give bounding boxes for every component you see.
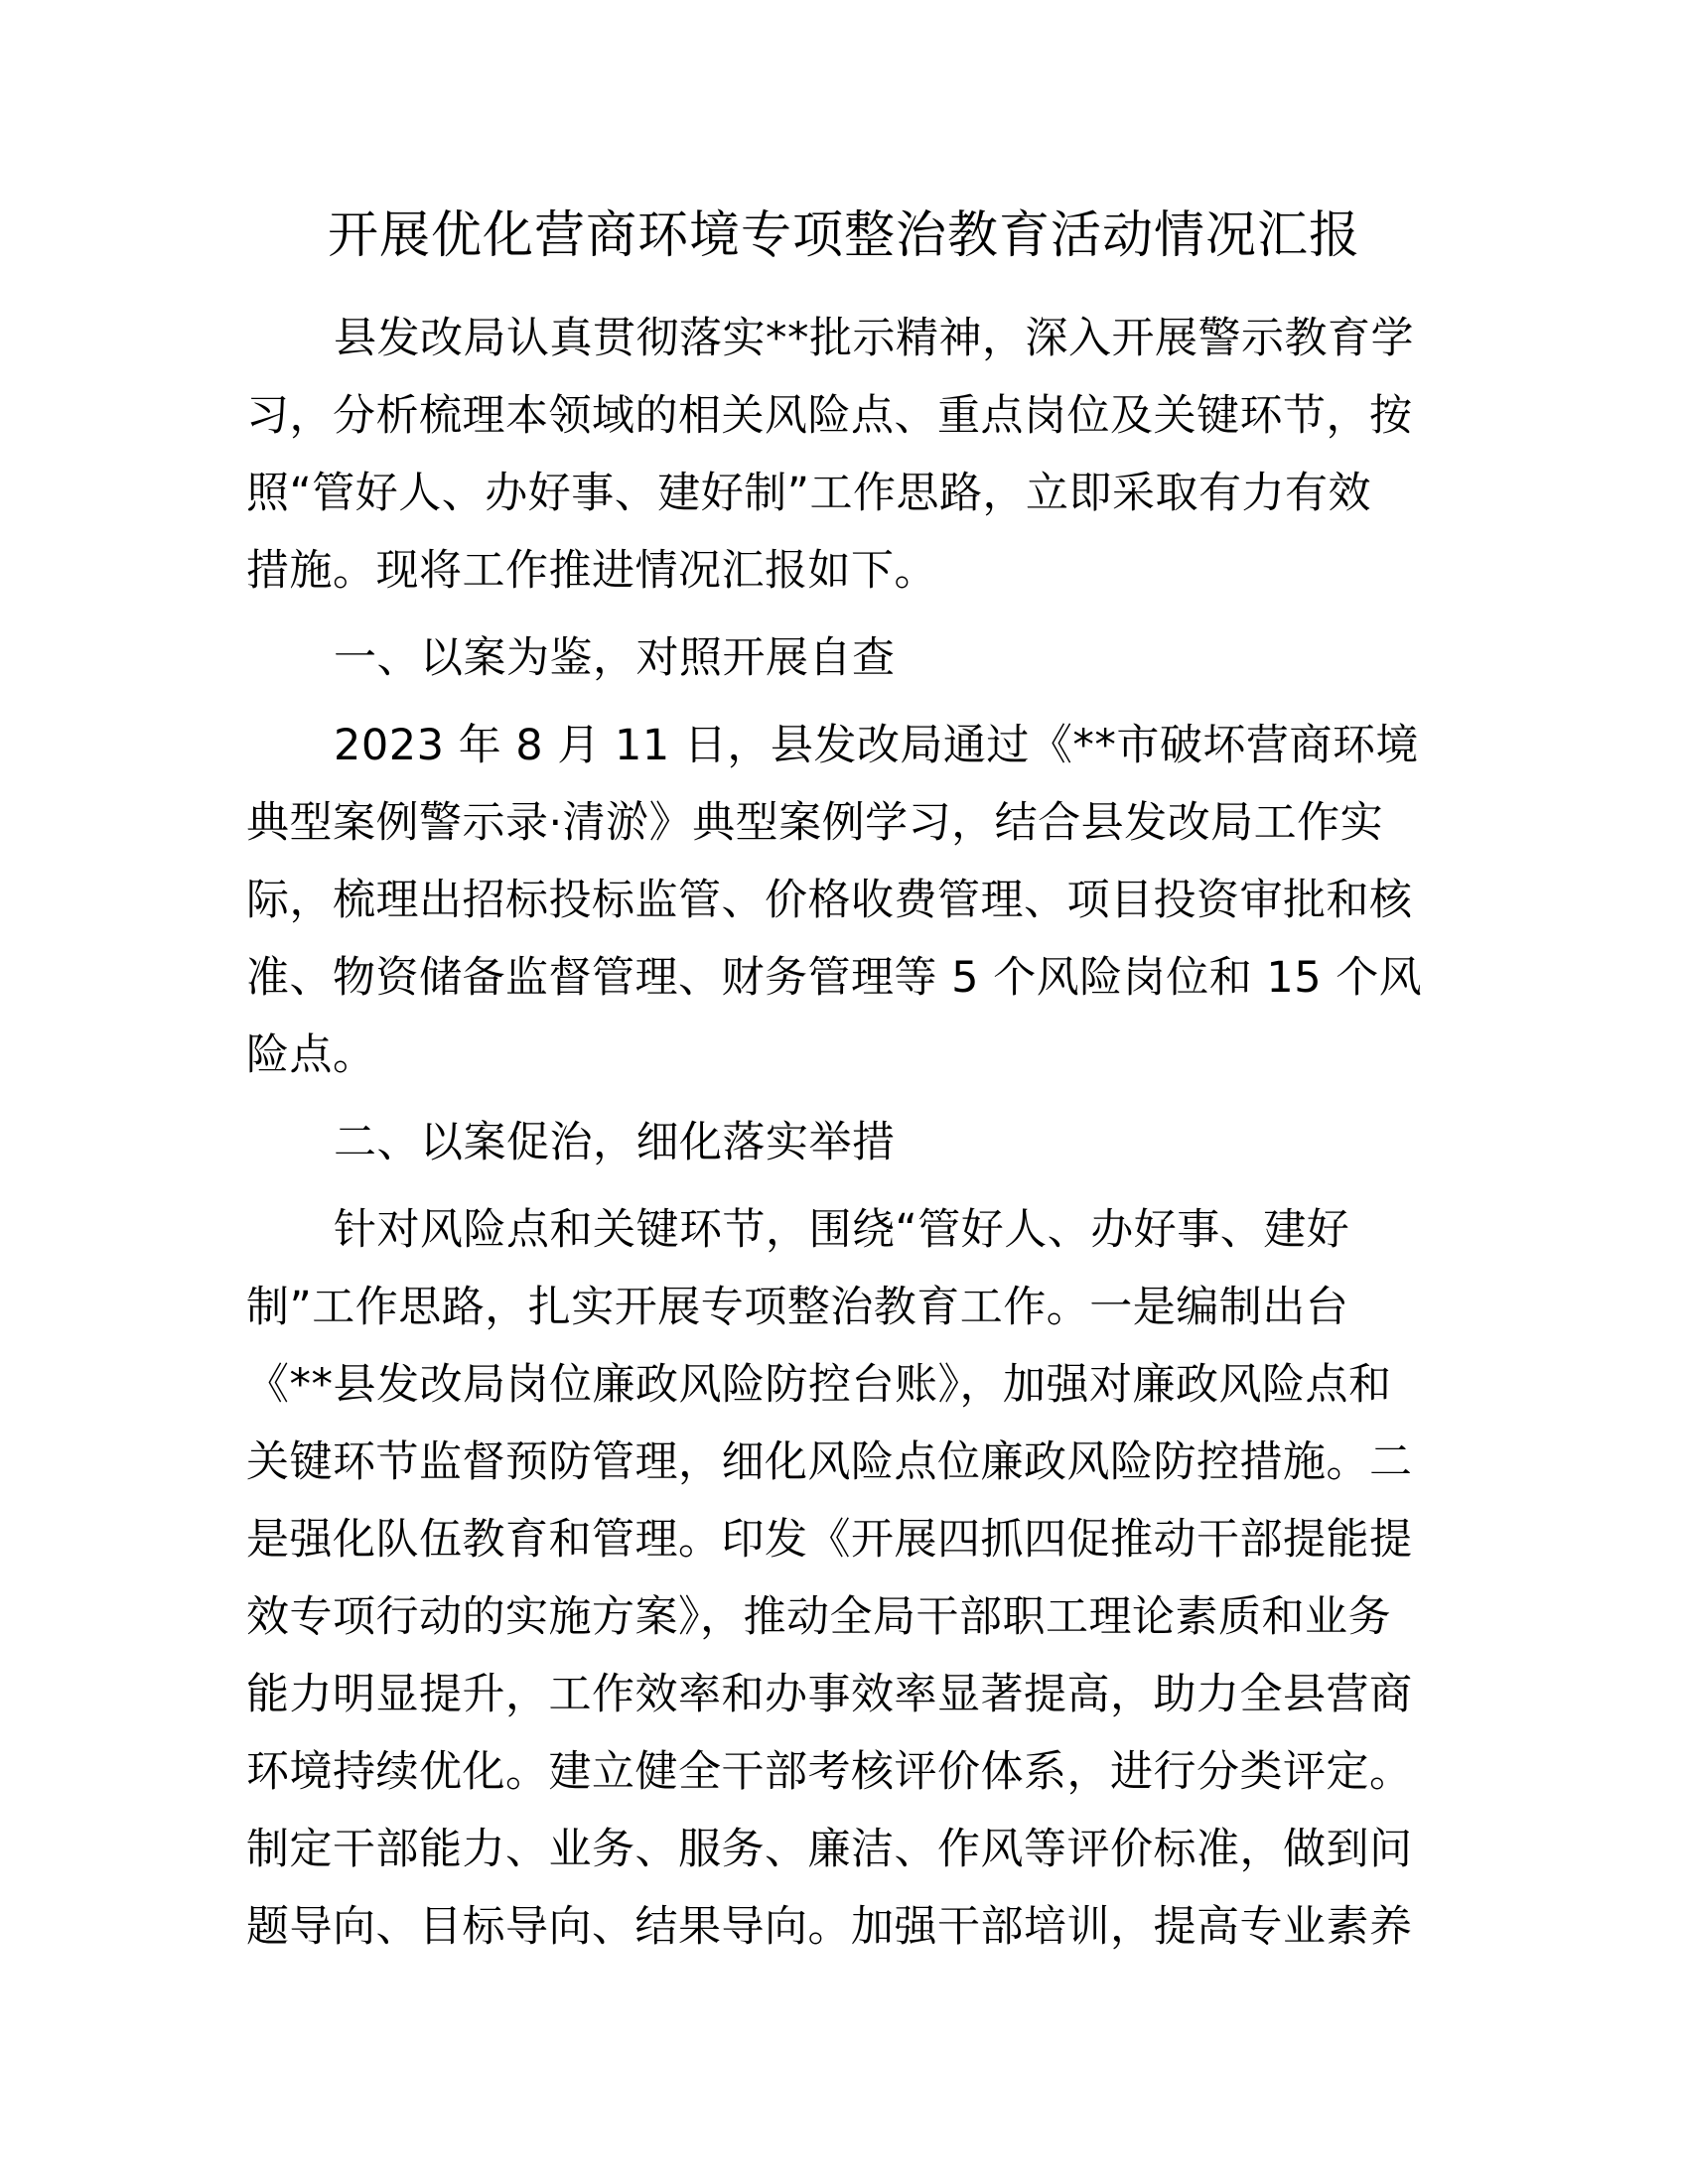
- paragraph-section2-line-8: 环境持续优化。建立健全干部考核评价体系，进行分类评定。: [246, 1747, 1413, 1797]
- paragraph-section2-line-9: 制定干部能力、业务、服务、廉洁、作风等评价标准，做到问: [246, 1825, 1413, 1874]
- paragraph-section2-line-3: 《**县发改局岗位廉政风险防控台账》，加强对廉政风险点和: [246, 1360, 1392, 1410]
- paragraph-section1-line-2: 典型案例警示录·清淤》典型案例学习，结合县发改局工作实: [246, 798, 1384, 848]
- paragraph-intro-line-1: 县发改局认真贯彻落实**批示精神，深入开展警示教育学: [334, 314, 1414, 363]
- paragraph-section2-line-2: 制”工作思路，扎实开展专项整治教育工作。一是编制出台: [246, 1283, 1349, 1332]
- document-title: 开展优化营商环境专项整治教育活动情况汇报: [327, 206, 1360, 265]
- paragraph-section1-line-1: 2023 年 8 月 11 日，县发改局通过《**市破坏营商环境: [334, 721, 1419, 770]
- section-heading-1: 一、以案为鉴，对照开展自查: [334, 633, 896, 683]
- paragraph-intro-line-4: 措施。现将工作推进情况汇报如下。: [246, 546, 937, 596]
- paragraph-section2-line-7: 能力明显提升，工作效率和办事效率显著提高，助力全县营商: [246, 1670, 1413, 1719]
- paragraph-section1-line-3: 际，梳理出招标投标监管、价格收费管理、项目投资审批和核: [246, 876, 1413, 925]
- paragraph-section1-line-5: 险点。: [246, 1030, 376, 1080]
- paragraph-intro-line-3: 照“管好人、办好事、建好制”工作思路，立即采取有力有效: [246, 469, 1372, 518]
- paragraph-section1-line-4: 准、物资储备监督管理、财务管理等 5 个风险岗位和 15 个风: [246, 953, 1423, 1003]
- section-heading-2: 二、以案促治，细化落实举措: [334, 1118, 896, 1167]
- paragraph-section2-line-4: 关键环节监督预防管理，细化风险点位廉政风险防控措施。二: [246, 1437, 1413, 1487]
- paragraph-intro-line-2: 习，分析梳理本领域的相关风险点、重点岗位及关键环节，按: [246, 391, 1413, 441]
- paragraph-section2-line-6: 效专项行动的实施方案》，推动全局干部职工理论素质和业务: [246, 1592, 1391, 1642]
- paragraph-section2-line-10: 题导向、目标导向、结果导向。加强干部培训，提高专业素养: [246, 1902, 1413, 1952]
- paragraph-section2-line-5: 是强化队伍教育和管理。印发《开展四抓四促推动干部提能提: [246, 1515, 1413, 1565]
- paragraph-section2-line-1: 针对风险点和关键环节，围绕“管好人、办好事、建好: [334, 1205, 1350, 1255]
